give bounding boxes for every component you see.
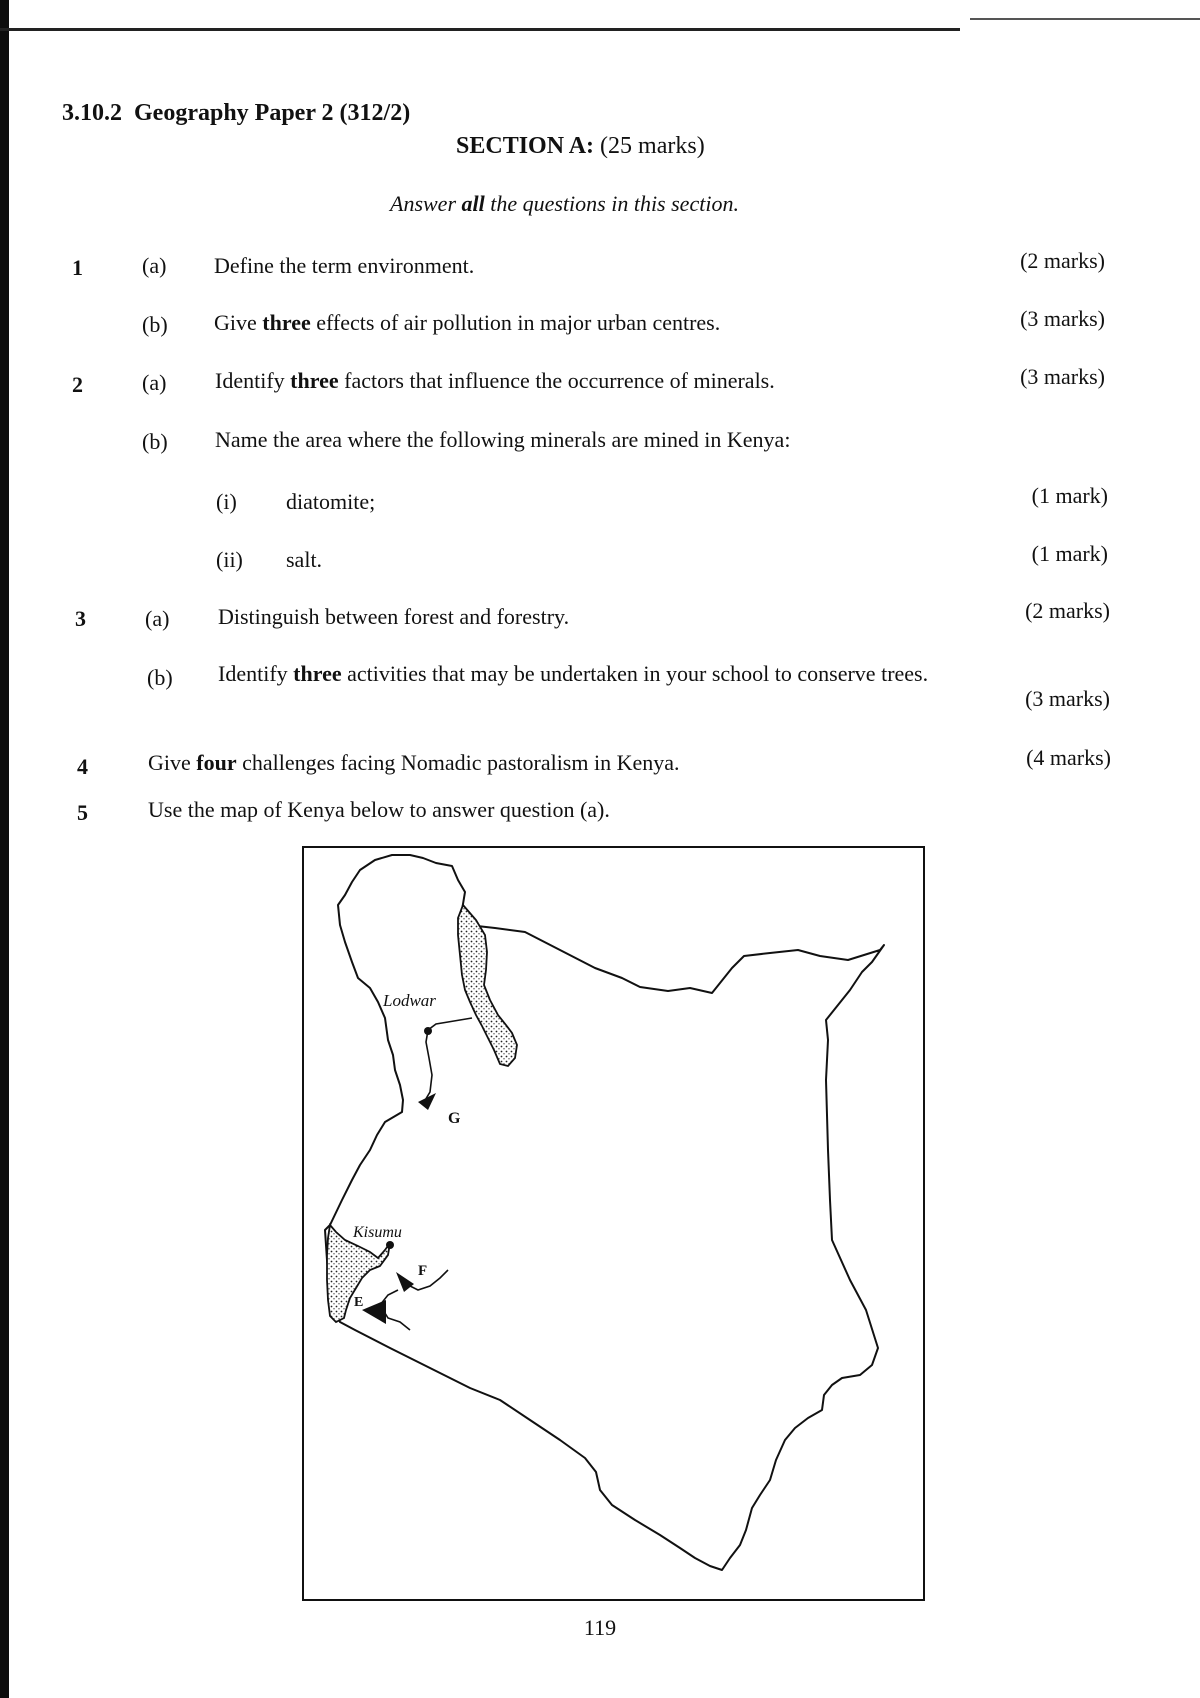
kisumu-point [386,1241,394,1249]
section-label: SECTION A: [456,133,595,159]
question-1b-label: (b) [142,312,168,337]
question-2a-text: Identify three factors that influence the occurrence of minerals. [215,368,775,393]
map-label-f: F [418,1263,428,1279]
question-3b-label: (b) [147,665,173,690]
question-2a-label: (a) [142,370,167,395]
question-3a-marks: (2 marks) [1025,598,1110,623]
map-label-e: E [354,1295,364,1310]
question-3-number: 3 [75,606,86,631]
question-2b-ii-marks: (1 mark) [1031,541,1108,566]
question-2b-i-label: (i) [216,489,237,514]
kenya-outline [325,855,884,1570]
question-1a-text: Define the term environment. [214,253,475,278]
map-label-g: G [448,1110,461,1127]
page-number: 119 [583,1615,617,1640]
paper-title-text: Geography Paper 2 (312/2) [134,100,411,126]
question-2b-i-text: diatomite; [286,489,376,514]
question-1b-text: Give three effects of air pollution in major urban centres. [214,310,721,335]
question-1b-marks: (3 marks) [1020,306,1105,331]
question-2b-text: Name the area where the following minerals are mined in Kenya: [215,427,791,452]
map-label-lodwar: Lodwar [383,991,436,1010]
question-2b-i-marks: (1 mark) [1031,483,1108,508]
question-1-number: 1 [72,255,83,280]
question-4-marks: (4 marks) [1026,745,1111,770]
question-3a-label: (a) [145,606,170,631]
question-1a-label: (a) [142,253,167,278]
arrow-f [396,1272,414,1292]
question-1a-marks: (2 marks) [1020,248,1105,273]
question-2b-ii-label: (ii) [216,547,243,572]
question-5-text: Use the map of Kenya below to answer question (a). [148,797,610,822]
question-2b-label: (b) [142,429,168,454]
question-5-number: 5 [77,800,88,825]
question-4-text: Give four challenges facing Nomadic pastoralism in Kenya. [148,750,680,775]
lodwar-point [424,1027,432,1035]
section-instruction: Answer all the questions in this section. [390,191,739,216]
map-label-kisumu: Kisumu [353,1224,402,1241]
question-4-number: 4 [77,754,88,779]
question-3a-text: Distinguish between forest and forestry. [218,604,570,629]
question-2-number: 2 [72,372,83,397]
question-3b-text: Identify three activities that may be undertaken in your school to conserve trees. [218,661,929,686]
question-2a-marks: (3 marks) [1020,364,1105,389]
question-3b-marks: (3 marks) [1025,686,1110,711]
paper-title-number: 3.10.2 [62,100,122,126]
section-marks: (25 marks) [600,133,705,159]
arrow-e [362,1300,386,1324]
question-2b-ii-text: salt. [286,547,323,572]
